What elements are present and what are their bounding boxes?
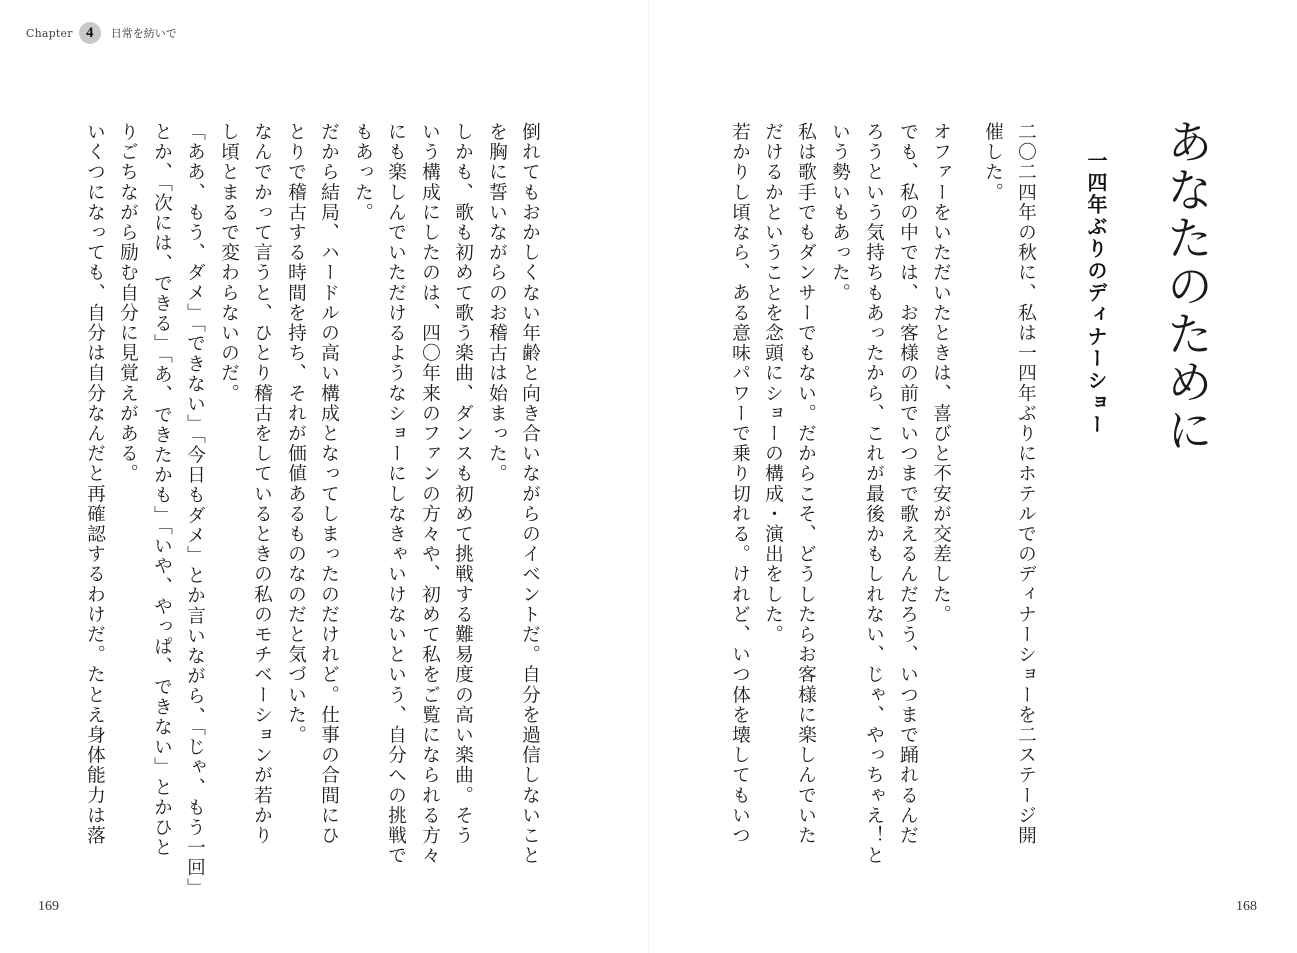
text-line: でも、私の中では、お客様の前でいつまで歌えるんだろう、いつまで踊れるんだ (897, 122, 918, 846)
text-line: し頃とまるで変わらないのだ。 (218, 122, 239, 404)
text-line: 倒れてもおかしくない年齢と向き合いながらのイベントだ。自分を過信しないこと (519, 122, 540, 866)
gutter (648, 0, 649, 953)
text-line: 私は歌手でもダンサーでもない。だからこそ、どうしたらお客様に楽しんでいた (795, 122, 816, 846)
text-line: とりで稽古する時間を持ち、それが価値あるものなのだと気づいた。 (285, 122, 306, 746)
chapter-label: Chapter (26, 26, 73, 40)
section-title: あなたのために (1160, 118, 1214, 454)
text-line: オファーをいただいたときは、喜びと不安が交差した。 (930, 122, 951, 625)
text-line: ろうという気持ちもあったから、これが最後かもしれない、じゃ、やっちゃえ！と (863, 122, 884, 866)
chapter-title: 日常を紡いで (110, 27, 177, 40)
text-line: いう構成にしたのは、四〇年来のファンの方々や、初めて私をご覧になられる方々 (419, 122, 440, 866)
section-subheading: 一四年ぶりのディナーショー (1084, 150, 1108, 436)
text-line: りごちながら励む自分に見覚えがある。 (117, 122, 138, 484)
text-line: を胸に誓いながらのお稽古は始まった。 (486, 122, 507, 484)
running-header (26, 22, 177, 44)
text-line: いう勢いもあった。 (829, 122, 850, 303)
text-line: なんでかって言うと、ひとり稽古をしているときの私のモチベーションが若かり (251, 122, 272, 846)
page-number-right: 168 (1236, 899, 1257, 914)
text-line: 催した。 (982, 122, 1003, 203)
text-line: 「ああ、もう、ダメ」「できない」「今日もダメ」とか言いながら、「じゃ、もう一回」 (184, 122, 205, 898)
text-line: とか、「次には、できる」「あ、できたかも」「いや、やっぱ、できない」とかひと (151, 122, 172, 858)
text-line: だけるかということを念頭にショーの構成・演出をした。 (762, 122, 783, 645)
text-line: だから結局、ハードルの高い構成となってしまったのだけれど。仕事の合間にひ (318, 122, 339, 846)
text-line: いくつになっても、自分は自分なんだと再確認するわけだ。たとえ身体能力は落 (84, 122, 105, 846)
text-line: 若かりし頃なら、ある意味パワーで乗り切れる。けれど、いつ体を壊してもいつ (729, 122, 750, 846)
text-line: もあった。 (352, 122, 373, 223)
text-line: 二〇二四年の秋に、私は一四年ぶりにホテルでのディナーショーを二ステージ開 (1015, 122, 1036, 846)
page-number-left: 169 (38, 899, 59, 914)
text-line: にも楽しんでいただけるようなショーにしなきゃいけないという、自分への挑戦で (385, 122, 406, 866)
text-line: しかも、歌も初めて歌う楽曲、ダンスも初めて挑戦する難易度の高い楽曲。そう (452, 122, 473, 846)
chapter-number-badge: 4 (79, 22, 101, 44)
